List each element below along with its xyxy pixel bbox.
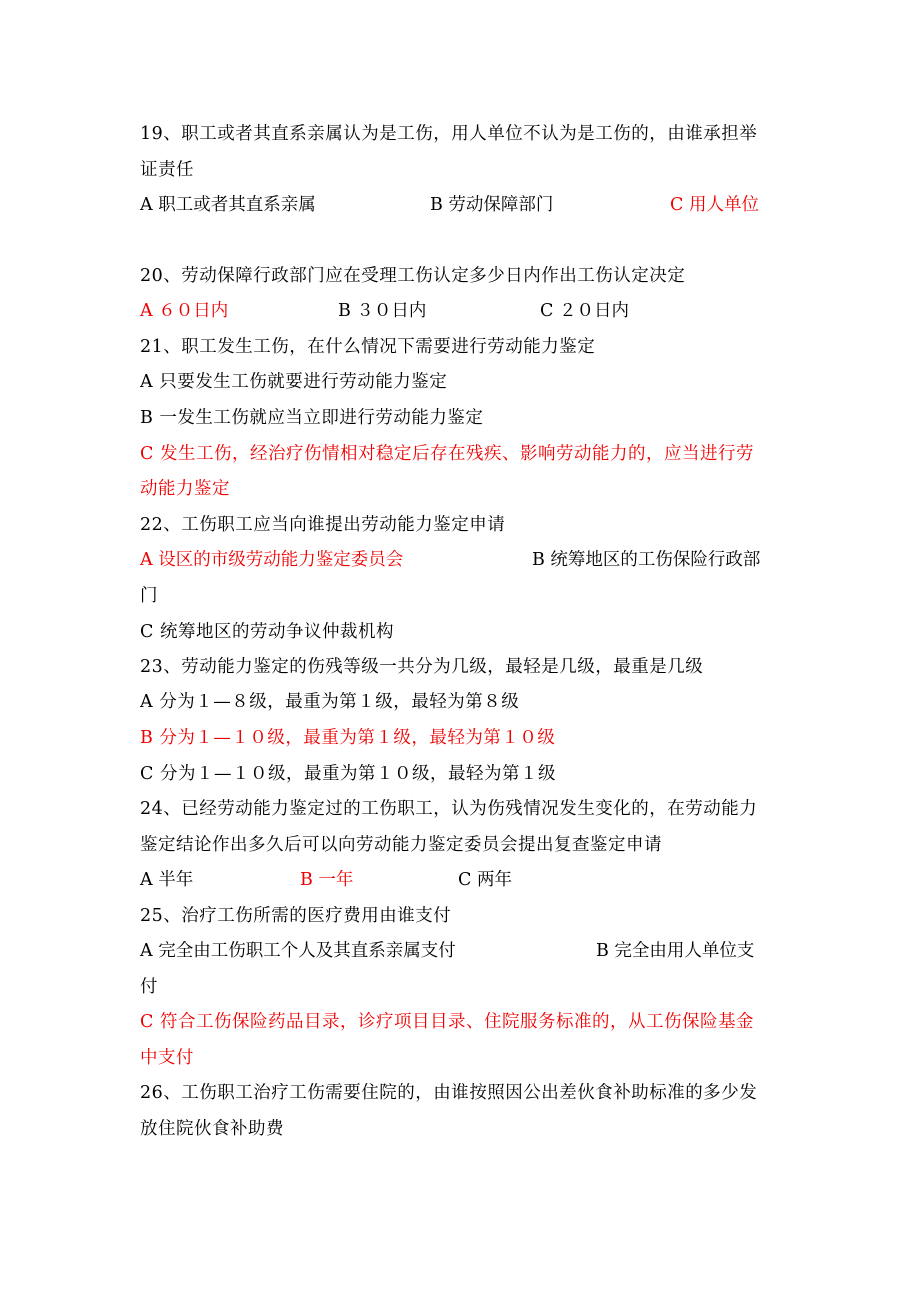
- question-26-text-cont: 放住院伙食补助费: [140, 1119, 284, 1139]
- question-24-option-c: C 两年: [458, 870, 512, 890]
- question-25-option-c-answer-cont: 中支付: [140, 1048, 194, 1068]
- question-25-option-a: A 完全由工伤职工个人及其直系亲属支付: [140, 941, 456, 961]
- question-24-option-a: A 半年: [140, 870, 194, 890]
- question-19-option-c-answer: C 用人单位: [670, 195, 759, 215]
- question-24-text: 24、已经劳动能力鉴定过的工伤职工，认为伤残情况发生变化的，在劳动能力: [140, 799, 758, 819]
- question-22-option-a-answer: A 设区的市级劳动能力鉴定委员会: [140, 550, 404, 570]
- question-24-text-cont: 鉴定结论作出多久后可以向劳动能力鉴定委员会提出复查鉴定申请: [140, 835, 662, 855]
- question-23-text: 23、劳动能力鉴定的伤残等级一共分为几级，最轻是几级，最重是几级: [140, 657, 704, 677]
- question-23-option-a: A 分为１—８级，最重为第１级，最轻为第８级: [140, 692, 520, 712]
- question-21-option-c-answer-cont: 动能力鉴定: [140, 479, 230, 499]
- question-22-option-b-cont: 门: [140, 586, 158, 606]
- question-22-option-b: B 统筹地区的工伤保险行政部: [532, 550, 761, 570]
- question-19-option-b: B 劳动保障部门: [430, 195, 554, 215]
- question-20-option-c: C ２０日内: [540, 301, 629, 321]
- question-19-option-a: A 职工或者其直系亲属: [140, 195, 316, 215]
- question-22-option-c: C 统筹地区的劳动争议仲裁机构: [140, 622, 394, 642]
- question-24-option-b-answer: B 一年: [300, 870, 354, 890]
- question-21-option-b: B 一发生工伤就应当立即进行劳动能力鉴定: [140, 408, 484, 428]
- question-22-text: 22、工伤职工应当向谁提出劳动能力鉴定申请: [140, 515, 506, 535]
- question-21-option-c-answer: C 发生工伤，经治疗伤情相对稳定后存在残疾、影响劳动能力的，应当进行劳: [140, 444, 754, 464]
- question-21-text: 21、职工发生工伤，在什么情况下需要进行劳动能力鉴定: [140, 337, 596, 357]
- question-19-text-cont: 证责任: [140, 160, 194, 180]
- question-25-option-c-answer: C 符合工伤保险药品目录，诊疗项目目录、住院服务标准的，从工伤保险基金: [140, 1012, 754, 1032]
- question-20-option-a-answer: A ６０日内: [140, 301, 229, 321]
- question-26-text: 26、工伤职工治疗工伤需要住院的，由谁按照因公出差伙食补助标准的多少发: [140, 1083, 758, 1103]
- question-23-option-c: C 分为１—１０级，最重为第１０级，最轻为第１级: [140, 764, 556, 784]
- question-25-option-b-cont: 付: [140, 977, 158, 997]
- question-19-text: 19、职工或者其直系亲属认为是工伤，用人单位不认为是工伤的，由谁承担举: [140, 124, 758, 144]
- question-25-text: 25、治疗工伤所需的医疗费用由谁支付: [140, 906, 452, 926]
- question-20-option-b: B ３０日内: [338, 301, 427, 321]
- question-23-option-b-answer: B 分为１—１０级，最重为第１级，最轻为第１０级: [140, 728, 556, 748]
- question-21-option-a: A 只要发生工伤就要进行劳动能力鉴定: [140, 372, 448, 392]
- question-20-text: 20、劳动保障行政部门应在受理工伤认定多少日内作出工伤认定决定: [140, 266, 686, 286]
- question-25-option-b: B 完全由用人单位支: [596, 941, 755, 961]
